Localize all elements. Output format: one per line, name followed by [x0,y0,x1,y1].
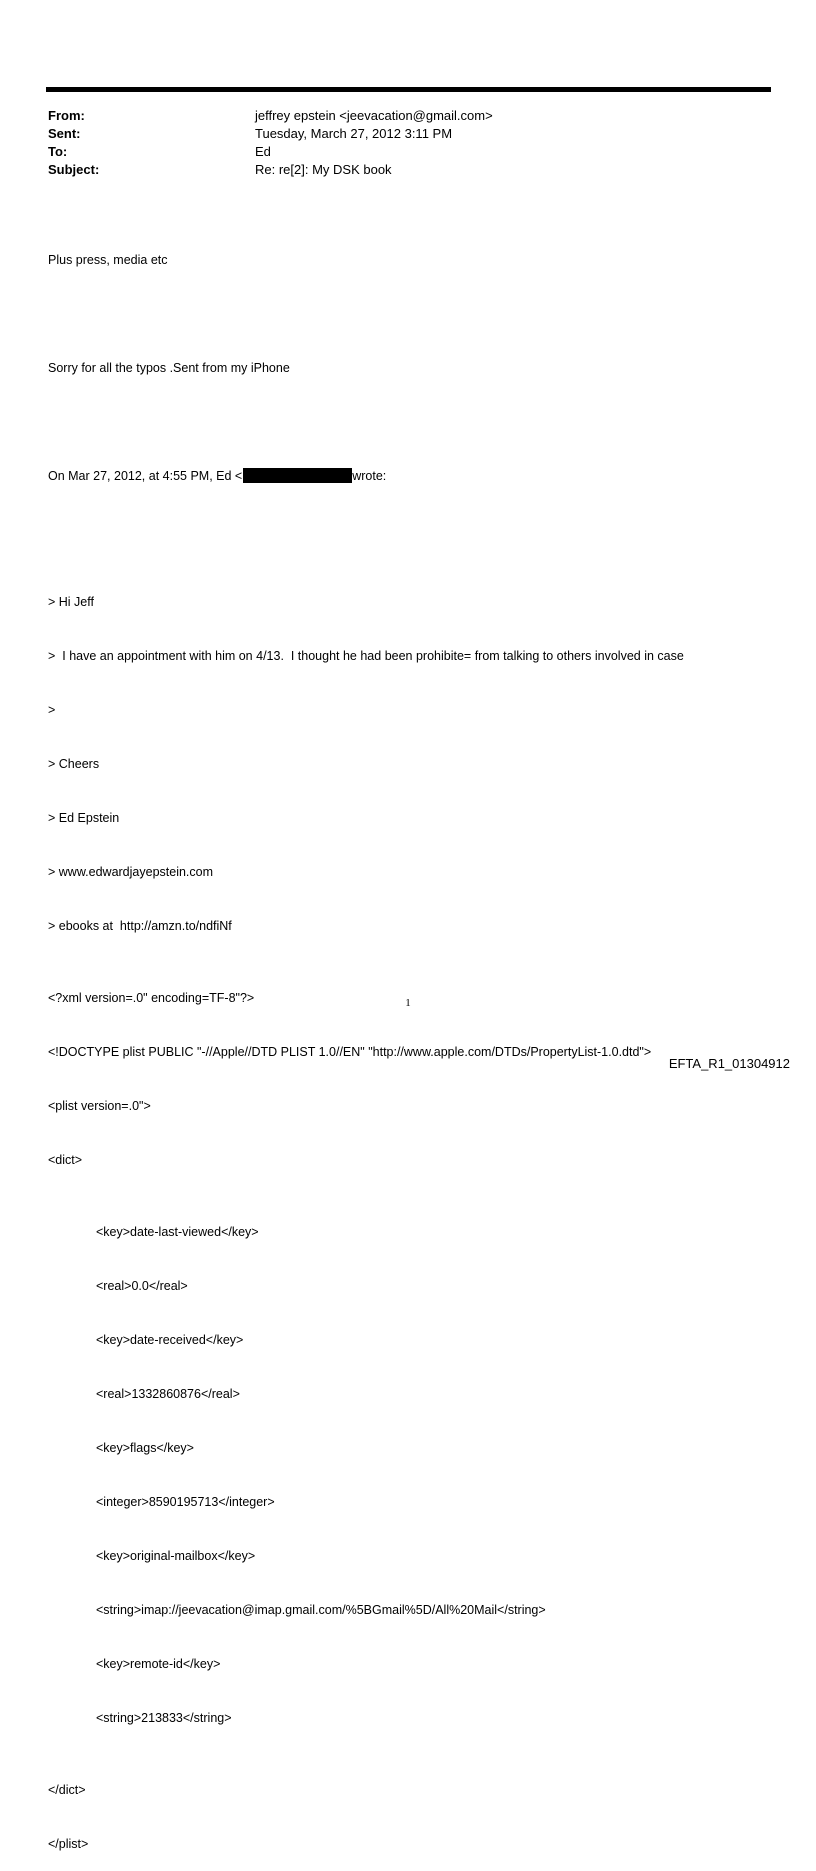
plist-entry: <key>original-mailbox</key> [96,1549,256,1563]
to-value: Ed [255,144,271,159]
quoted-line: > [48,703,56,717]
subject-label: Subject: [48,162,100,177]
spacer [48,521,788,539]
plist-line: </dict> [48,1783,86,1797]
quoted-line: > Hi Jeff [48,595,94,609]
quoted-line: > Cheers [48,757,100,771]
header-rule [46,87,771,92]
plist-line: </plist> [48,1837,89,1851]
spacer [48,305,788,323]
plist-entry: <real>0.0</real> [96,1279,188,1293]
sent-value: Tuesday, March 27, 2012 3:11 PM [255,126,453,141]
quoted-line: > www.edwardjayepstein.com [48,865,214,879]
body-line: Plus press, media etc [48,253,168,267]
bates-number: EFTA_R1_01304912 [668,1056,790,1071]
quoted-line: > I have an appointment with him on 4/13. I thought he had been prohibite= from talking to others involved in case [48,649,684,663]
plist-entry: <integer>8590195713</integer> [96,1495,275,1509]
plist-entry: <key>date-last-viewed</key> [96,1225,259,1239]
page-number: 1 [405,997,411,1009]
quoted-line: > Ed Epstein [48,811,120,825]
subject-value: Re: re[2]: My DSK book [255,162,392,177]
sent-label: Sent: [48,126,81,141]
from-label: From: [48,108,85,123]
plist-line: <plist version=.0"> [48,1099,151,1113]
plist-line: <dict> [48,1153,83,1167]
plist-entry: <real>1332860876</real> [96,1387,240,1401]
plist-entry: <string>213833</string> [96,1711,232,1725]
plist-entry: <string>imap://jeevacation@imap.gmail.com/%5BGmail%5D/All%20Mail</string> [96,1603,546,1617]
body-line: Sorry for all the typos .Sent from my iPhone [48,361,290,375]
spacer [48,413,788,431]
plist-entry: <key>remote-id</key> [96,1657,221,1671]
plist-entry: <key>date-received</key> [96,1333,244,1347]
quoted-line: > ebooks at http://amzn.to/ndfiNf [48,919,232,933]
wrote-suffix: wrote: [352,469,387,483]
wrote-prefix: On Mar 27, 2012, at 4:55 PM, Ed < [48,469,243,483]
plist-entry: <key>flags</key> [96,1441,194,1455]
email-body [48,215,788,1871]
plist-line: <!DOCTYPE plist PUBLIC "-//Apple//DTD PLIST 1.0//EN" "http://www.apple.com/DTDs/PropertyList-1.0.dtd"> [48,1045,652,1059]
redaction-box [243,468,352,483]
plist-line: <?xml version=.0" encoding=TF-8"?> [48,991,255,1005]
from-value: jeffrey epstein <jeevacation@gmail.com> [255,108,493,123]
wrote-line [48,467,788,485]
to-label: To: [48,144,68,159]
